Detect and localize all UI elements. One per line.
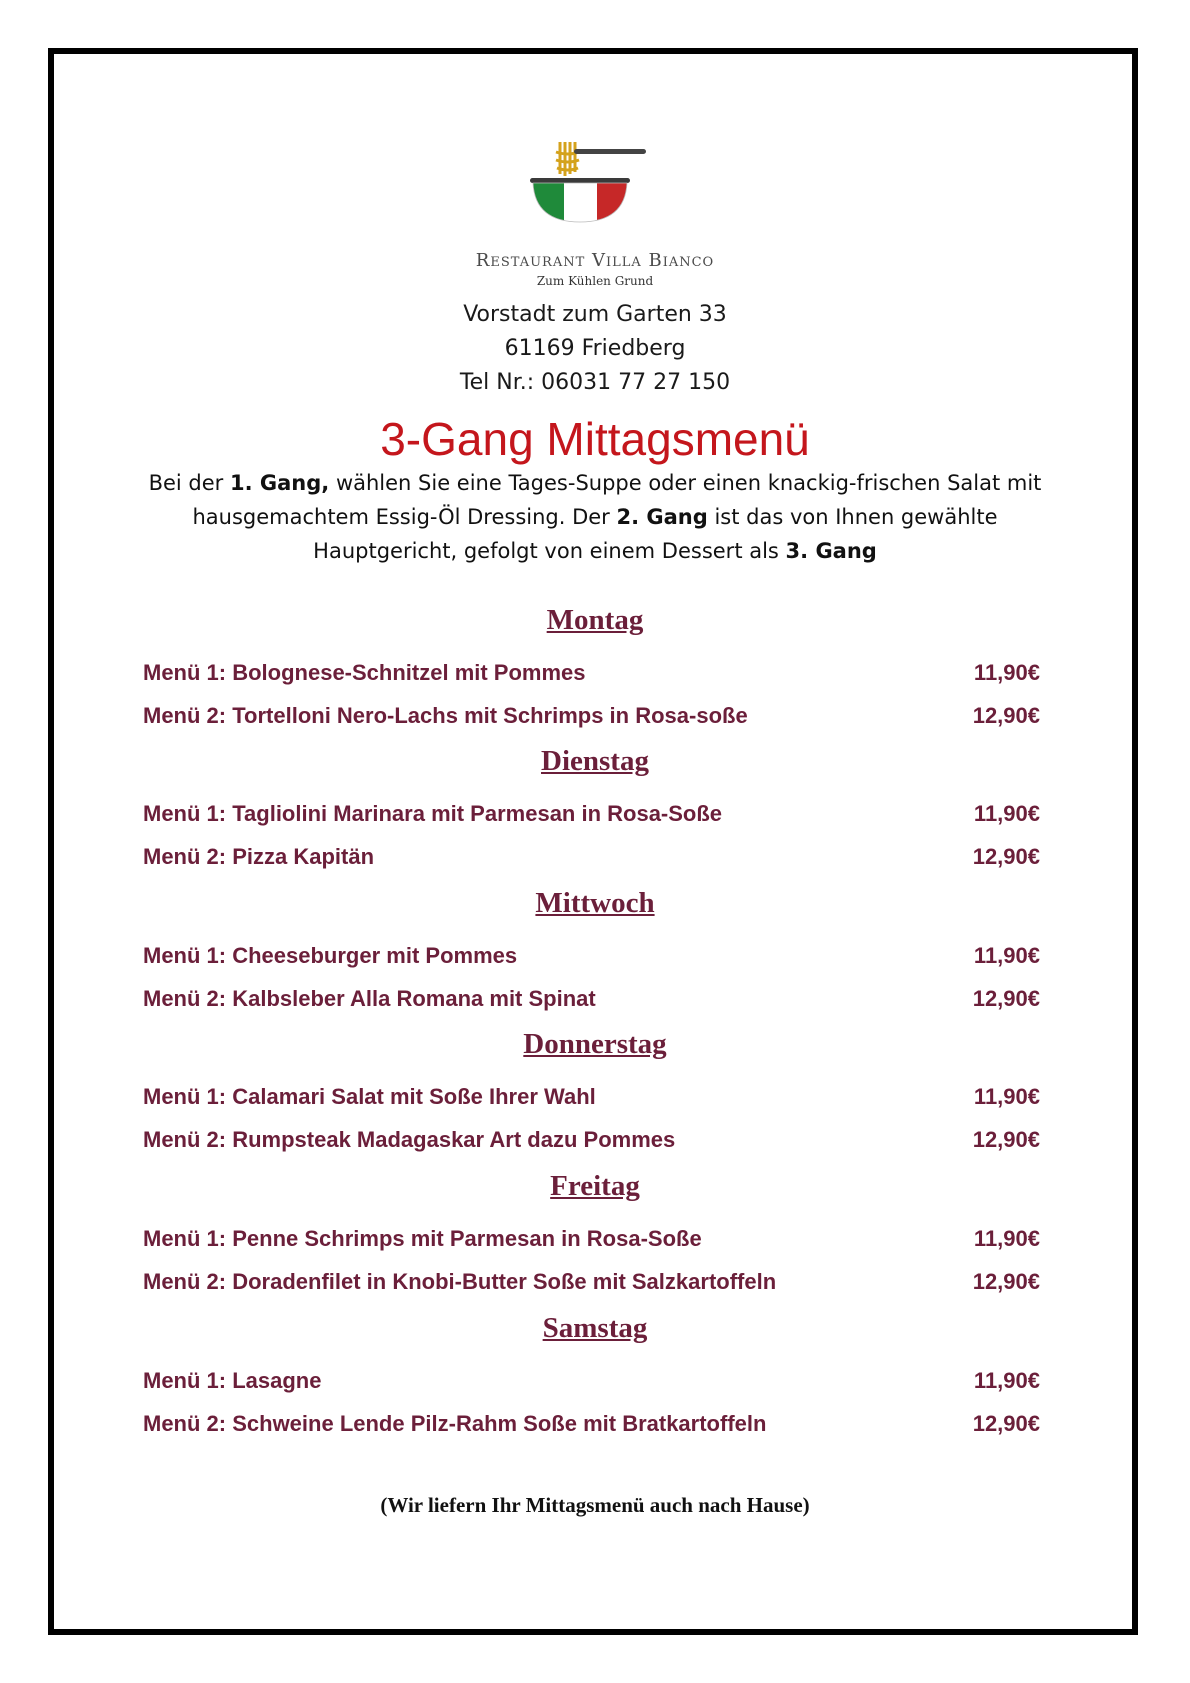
menu-price: 11,90€ xyxy=(973,943,1040,968)
menu-item: Menü 1: Penne Schrimps mit Parmesan in Rosa-Soße xyxy=(143,1226,702,1251)
day-heading-montag: Montag xyxy=(546,604,644,636)
menu-price: 11,90€ xyxy=(973,660,1040,685)
menu-price: 12,90€ xyxy=(972,986,1040,1011)
menu-item: Menü 1: Calamari Salat mit Soße Ihrer Wahl xyxy=(143,1084,596,1109)
address-phone: Tel Nr.: 06031 77 27 150 xyxy=(459,370,731,395)
menu-price: 12,90€ xyxy=(972,1269,1040,1294)
day-heading-mittwoch: Mittwoch xyxy=(535,887,655,919)
day-heading-freitag: Freitag xyxy=(550,1170,640,1202)
menu-item: Menü 2: Rumpsteak Madagaskar Art dazu Pommes xyxy=(143,1127,676,1152)
delivery-note: (Wir liefern Ihr Mittagsmenü auch nach Hause) xyxy=(380,1493,810,1517)
menu-price: 12,90€ xyxy=(972,1411,1040,1436)
menu-item: Menü 2: Schweine Lende Pilz-Rahm Soße mit Bratkartoffeln xyxy=(143,1411,767,1436)
menu-price: 12,90€ xyxy=(972,703,1040,728)
menu-price: 12,90€ xyxy=(972,844,1040,869)
brand-subtitle: Zum Kühlen Grund xyxy=(536,274,654,288)
menu-price: 12,90€ xyxy=(972,1127,1040,1152)
menu-item: Menü 2: Pizza Kapitän xyxy=(143,844,375,869)
menu-price: 11,90€ xyxy=(973,801,1040,826)
menu-item: Menü 2: Kalbsleber Alla Romana mit Spinat xyxy=(143,986,596,1011)
fork-pasta-bowl-icon xyxy=(530,142,660,242)
menu-item: Menü 1: Lasagne xyxy=(143,1368,322,1393)
menu-item: Menü 1: Tagliolini Marinara mit Parmesan in Rosa-Soße xyxy=(143,801,723,826)
menu-item: Menü 2: Doradenfilet in Knobi-Butter Soße mit Salzkartoffeln xyxy=(143,1269,777,1294)
day-heading-dienstag: Dienstag xyxy=(541,745,649,777)
brand-name: Restaurant Villa Bianco xyxy=(475,250,715,271)
menu-price: 11,90€ xyxy=(973,1368,1040,1393)
menu-price: 11,90€ xyxy=(973,1084,1040,1109)
address-street: Vorstadt zum Garten 33 xyxy=(463,302,727,327)
day-heading-samstag: Samstag xyxy=(542,1312,648,1344)
address-city: 61169 Friedberg xyxy=(504,336,686,361)
intro-text: Bei der 1. Gang, wählen Sie eine Tages-Suppe oder einen knackig-frischen Salat mit hausgemachtem Essig-Öl Dressing. Der 2. Gang ist das von Ihnen gewählte Hauptgericht, gefolgt von einem Dessert als 3. Gang xyxy=(148,471,1042,563)
day-heading-donnerstag: Donnerstag xyxy=(523,1028,667,1060)
menu-item: Menü 2: Tortelloni Nero-Lachs mit Schrimps in Rosa-soße xyxy=(143,703,748,728)
menu-item: Menü 1: Bolognese-Schnitzel mit Pommes xyxy=(143,660,586,685)
menu-price: 11,90€ xyxy=(973,1226,1040,1251)
page-title: 3-Gang Mittagsmenü xyxy=(380,413,810,465)
menu-item: Menü 1: Cheeseburger mit Pommes xyxy=(143,943,518,968)
